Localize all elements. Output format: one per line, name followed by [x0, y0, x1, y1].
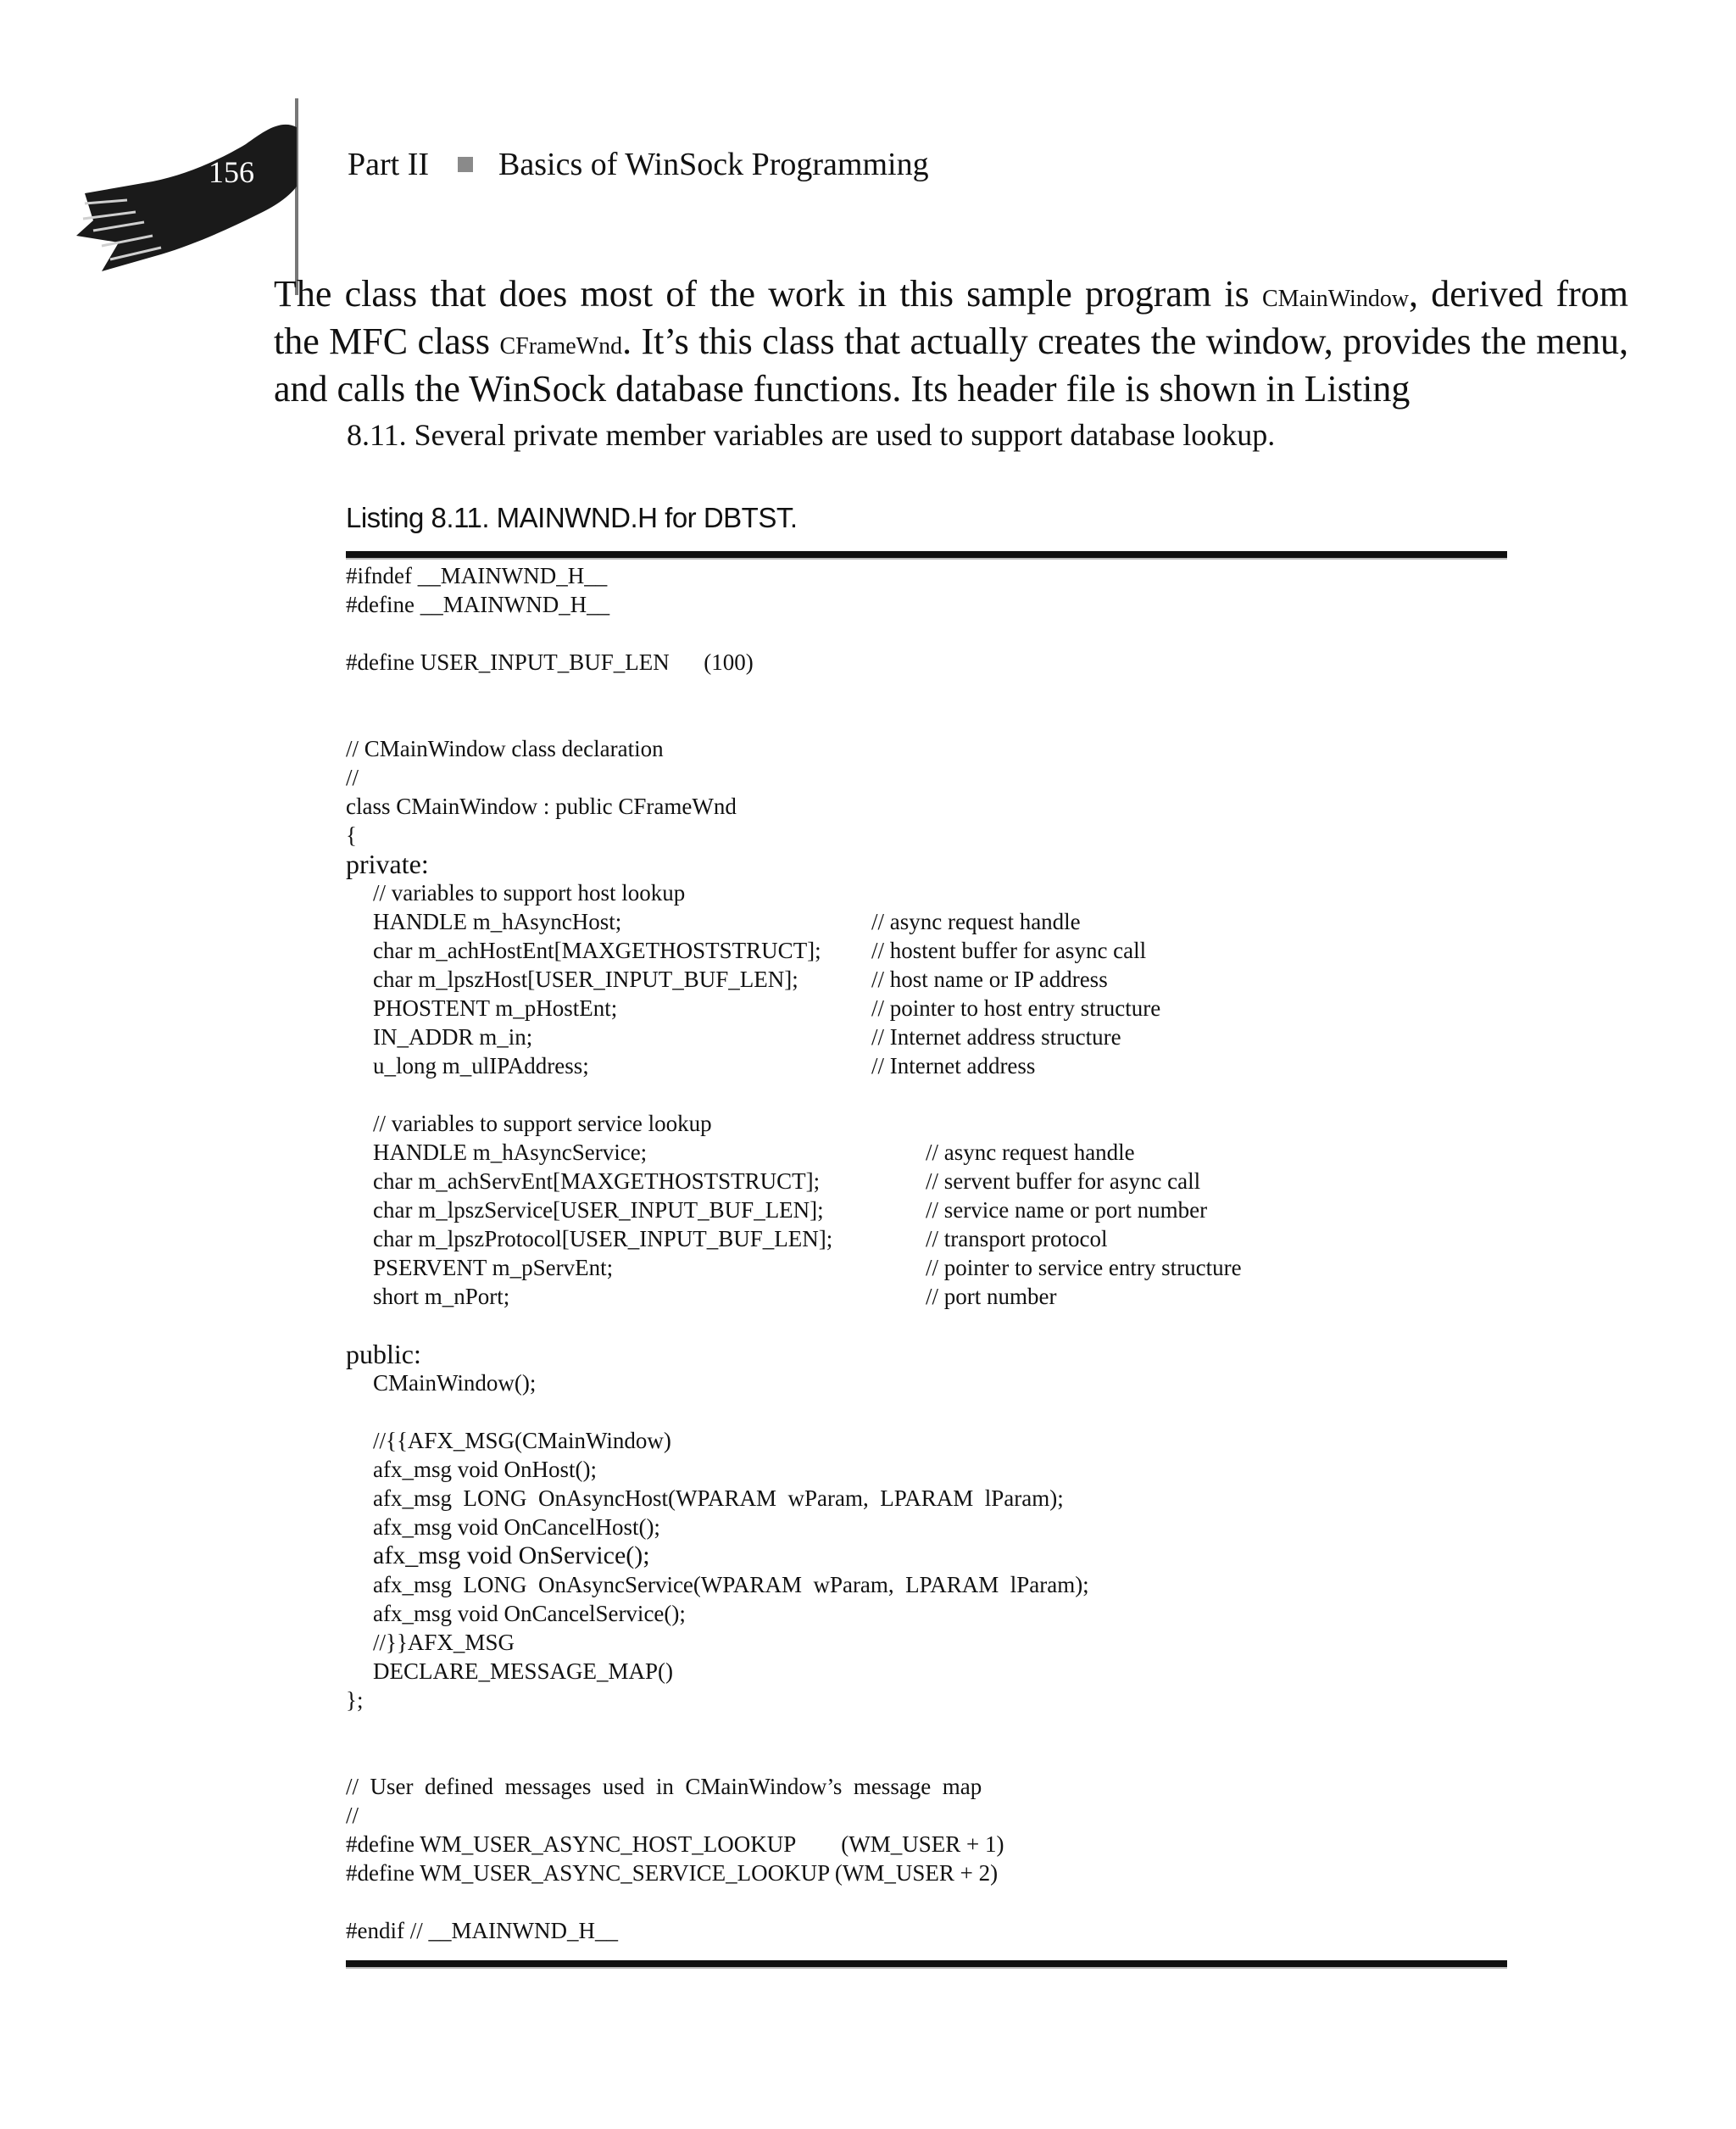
code-line: [346, 1340, 1533, 1368]
code-line: [346, 648, 1533, 677]
code-line: [346, 1743, 1533, 1772]
code-line: [346, 1830, 1533, 1859]
code-line: [346, 1887, 1533, 1916]
code-text: private:: [346, 849, 429, 879]
code-text: [346, 1399, 373, 1424]
code-text: afx_msg void OnHost();: [373, 1457, 597, 1482]
code-text: PSERVENT m_pServEnt;: [373, 1255, 614, 1280]
listing-bottom-rule: [346, 1960, 1507, 1969]
code-line: [346, 1859, 1533, 1887]
code-line: [346, 1570, 1533, 1599]
code-text: afx_msg LONG OnAsyncHost(WPARAM wParam, LPARAM lParam);: [373, 1485, 1064, 1511]
code-line: [346, 1311, 1533, 1340]
code-line: [346, 1714, 1533, 1743]
code-text: //{{AFX_MSG(CMainWindow): [373, 1428, 671, 1453]
code-text: public:: [346, 1339, 421, 1369]
code-text: PHOSTENT m_pHostEnt;: [373, 995, 618, 1021]
code-comment: // pointer to host entry structure: [871, 995, 1161, 1021]
code-line: [346, 1138, 1533, 1167]
code-line: [346, 1455, 1533, 1484]
code-comment: // transport protocol: [926, 1226, 1108, 1251]
code-line: [346, 1195, 1533, 1224]
code-text: #define WM_USER_ASYNC_HOST_LOOKUP (WM_USER + 1): [346, 1831, 1004, 1857]
code-line: [346, 705, 1533, 734]
page-number: 156: [209, 155, 254, 189]
code-line: [346, 1916, 1533, 1945]
code-line: [346, 1599, 1533, 1628]
code-line: [346, 1051, 1533, 1080]
code-line: [346, 1628, 1533, 1657]
code-text: CMainWindow();: [373, 1370, 537, 1396]
code-text: char m_achHostEnt[MAXGETHOSTSTRUCT];: [373, 938, 821, 963]
flag-logo: [68, 93, 322, 297]
code-comment: // host name or IP address: [871, 967, 1108, 992]
code-text: afx_msg void OnCancelHost();: [373, 1514, 660, 1540]
code-line: [346, 1513, 1533, 1541]
code-line: [346, 590, 1533, 619]
code-listing: [346, 561, 1533, 1945]
code-text: //: [346, 1803, 359, 1828]
code-line: [346, 965, 1533, 994]
chapter-title: Basics of WinSock Programming: [498, 147, 929, 182]
code-line: [346, 561, 1533, 590]
code-comment: // port number: [926, 1284, 1057, 1309]
listing-caption: Listing 8.11. MAINWND.H for DBTST.: [346, 502, 798, 533]
code-comment: // async request handle: [871, 909, 1081, 934]
code-text: [346, 1082, 373, 1107]
code-line: [346, 1426, 1533, 1455]
code-text: #define WM_USER_ASYNC_SERVICE_LOOKUP (WM_USER + 2): [346, 1860, 999, 1886]
code-line: [346, 1282, 1533, 1311]
code-text: HANDLE m_hAsyncHost;: [373, 909, 622, 934]
code-line: [346, 792, 1533, 821]
code-text: afx_msg void OnCancelService();: [373, 1601, 686, 1626]
code-text: DECLARE_MESSAGE_MAP(): [373, 1658, 674, 1684]
code-line: [346, 1801, 1533, 1830]
code-line: [346, 763, 1533, 792]
code-line: [346, 1541, 1533, 1570]
code-text: //: [346, 765, 359, 790]
body-text-3: . It’s this class that actually creates the window, provides the menu, and calls the WinSock database functions. Its header file is shown in Listing: [274, 320, 1628, 410]
code-text: IN_ADDR m_in;: [373, 1024, 533, 1050]
inline-code-cmainwindow: CMainWindow: [1261, 286, 1410, 312]
code-line: [346, 1772, 1533, 1801]
code-text: char m_lpszProtocol[USER_INPUT_BUF_LEN];: [373, 1226, 833, 1251]
code-text: afx_msg LONG OnAsyncService(WPARAM wParam, LPARAM lParam);: [373, 1572, 1089, 1597]
code-text: };: [346, 1687, 364, 1713]
code-text: u_long m_ulIPAddress;: [373, 1053, 589, 1078]
code-text: //}}AFX_MSG: [373, 1630, 515, 1655]
separator-square-icon: [458, 157, 473, 172]
code-line: [346, 1080, 1533, 1109]
listing-top-rule: [346, 551, 1507, 560]
code-text: char m_achServEnt[MAXGETHOSTSTRUCT];: [373, 1168, 821, 1194]
code-text: // CMainWindow class declaration: [346, 736, 664, 761]
part-label: Part II: [348, 147, 430, 182]
code-text: char m_lpszHost[USER_INPUT_BUF_LEN];: [373, 967, 798, 992]
code-text: // variables to support service lookup: [373, 1111, 712, 1136]
code-line: [346, 677, 1533, 705]
code-comment: // Internet address: [871, 1053, 1036, 1078]
code-line: [346, 1686, 1533, 1714]
code-text: #ifndef __MAINWND_H__: [346, 563, 608, 588]
code-line: [346, 1167, 1533, 1195]
code-text: afx_msg void OnService();: [373, 1541, 650, 1569]
body-paragraph: [274, 273, 1628, 456]
running-head: [348, 146, 929, 183]
body-text-4: 8.11. Several private member variables are used to support database lookup.: [347, 418, 1276, 452]
code-text: char m_lpszService[USER_INPUT_BUF_LEN];: [373, 1197, 824, 1223]
inline-code-cframewnd: CFrameWnd: [499, 333, 623, 359]
code-comment: // async request handle: [926, 1140, 1135, 1165]
code-line: [346, 1368, 1533, 1397]
code-comment: // hostent buffer for async call: [871, 938, 1147, 963]
code-text: #define USER_INPUT_BUF_LEN (100): [346, 649, 754, 675]
code-line: [346, 994, 1533, 1023]
code-line: [346, 734, 1533, 763]
code-line: [346, 850, 1533, 878]
code-line: [346, 1253, 1533, 1282]
code-text: {: [346, 822, 357, 848]
code-line: [346, 1397, 1533, 1426]
code-text: [346, 1313, 373, 1338]
code-line: [346, 1657, 1533, 1686]
code-text: class CMainWindow : public CFrameWnd: [346, 794, 737, 819]
code-text: short m_nPort;: [373, 1284, 510, 1309]
body-text-1: The class that does most of the work in this sample program is: [274, 273, 1262, 315]
code-line: [346, 1484, 1533, 1513]
code-comment: // pointer to service entry structure: [926, 1255, 1242, 1280]
code-line: [346, 907, 1533, 936]
code-line: [346, 619, 1533, 648]
code-text: #endif // __MAINWND_H__: [346, 1918, 618, 1943]
code-line: [346, 1109, 1533, 1138]
body-text-2: , derived from the MFC class: [274, 273, 1628, 362]
code-text: #define __MAINWND_H__: [346, 592, 610, 617]
code-text: // User defined messages used in CMainWindow’s message map: [346, 1774, 982, 1799]
code-comment: // servent buffer for async call: [926, 1168, 1201, 1194]
code-text: HANDLE m_hAsyncService;: [373, 1140, 648, 1165]
code-line: [346, 878, 1533, 907]
code-line: [346, 821, 1533, 850]
code-line: [346, 1224, 1533, 1253]
code-line: [346, 936, 1533, 965]
code-comment: // service name or port number: [926, 1197, 1208, 1223]
code-line: [346, 1023, 1533, 1051]
code-text: // variables to support host lookup: [373, 880, 686, 906]
code-comment: // Internet address structure: [871, 1024, 1121, 1050]
